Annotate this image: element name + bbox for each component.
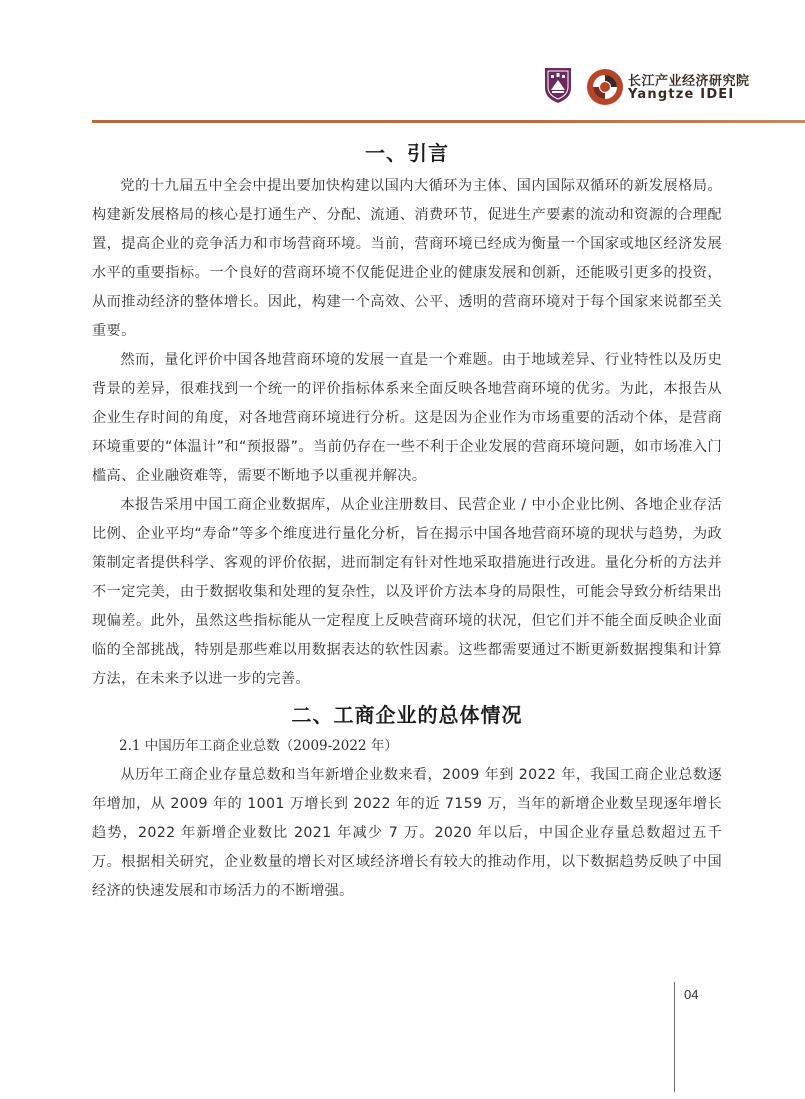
page-number: 04 — [684, 987, 699, 1002]
header-rule — [92, 120, 805, 123]
institute-name-cn: 长江产业经济研究院 — [628, 74, 750, 89]
university-crest-icon — [543, 66, 573, 104]
subsection-heading: 2.1 中国历年工商企业总数（2009-2022 年） — [119, 738, 398, 754]
institute-name-en: Yangtze IDEI — [628, 87, 735, 102]
page-content — [92, 130, 722, 906]
footer-rule — [674, 982, 675, 1092]
paragraph: 党的十九届五中全会中提出要加快构建以国内大循环为主体、国内国际双循环的新发展格局。构建新发展格局的核心是打通生产、分配、流通、消费环节，促进生产要素的流动和资源的合理配置，提高企业的竞争活力和市场营商环境。当前，营商环境已经成为衡量一个国家或地区经济发展水平的重要指标。一个良好的营商环境不仅能促进企业的健康发展和创新，还能吸引更多的投资，从而推动经济的整体增长。因此，构建一个高效、公平、透明的营商环境对于每个国家来说都至关重要。 — [92, 178, 722, 339]
paragraph: 从历年工商企业存量总数和当年新增企业数来看，2009 年到 2022 年，我国工商企业总数逐年增加，从 2009 年的 1001 万增长到 2022 年的近 7159 万，当年的新增企业数呈现逐年增长趋势，2022 年新增企业数比 2021 年减少 7 万。2020 年以后，中国企业存量总数超过五千万。根据相关研究，企业数量的增长对区域经济增长有较大的推动作用，以下数据趋势反映了中国经济的快速发展和市场活力的不断增强。 — [92, 767, 722, 899]
paragraph: 然而，量化评价中国各地营商环境的发展一直是一个难题。由于地域差异、行业特性以及历史背景的差异，很难找到一个统一的评价指标体系来全面反映各地营商环境的优劣。为此，本报告从企业生存时间的角度，对各地营商环境进行分析。这是因为企业作为市场重要的活动个体，是营商环境重要的“体温计”和“预报器”。当前仍存在一些不利于企业发展的营商环境问题，如市场准入门槛高、企业融资难等，需要不断地予以重视并解决。 — [92, 352, 722, 484]
page-header — [0, 0, 805, 125]
yangtze-idei-logo-icon — [585, 67, 625, 107]
section-heading-overview: 二、工商企业的总体情况 — [291, 703, 523, 727]
paragraph: 本报告采用中国工商企业数据库，从企业注册数目、民营企业 / 中小企业比例、各地企业存活比例、企业平均“寿命”等多个维度进行量化分析，旨在揭示中国各地营商环境的现状与趋势，为政策制定者提供科学、客观的评价依据，进而制定有针对性地采取措施进行改进。量化分析的方法并不一定完美，由于数据收集和处理的复杂性，以及评价方法本身的局限性，可能会导致分析结果出现偏差。此外，虽然这些指标能从一定程度上反映营商环境的状况，但它们并不能全面反映企业面临的全部挑战，特别是那些难以用数据表达的软性因素。这些都需要通过不断更新数据搜集和计算方法，在未来予以进一步的完善。 — [92, 497, 722, 687]
section-heading-introduction: 一、引言 — [365, 141, 449, 165]
